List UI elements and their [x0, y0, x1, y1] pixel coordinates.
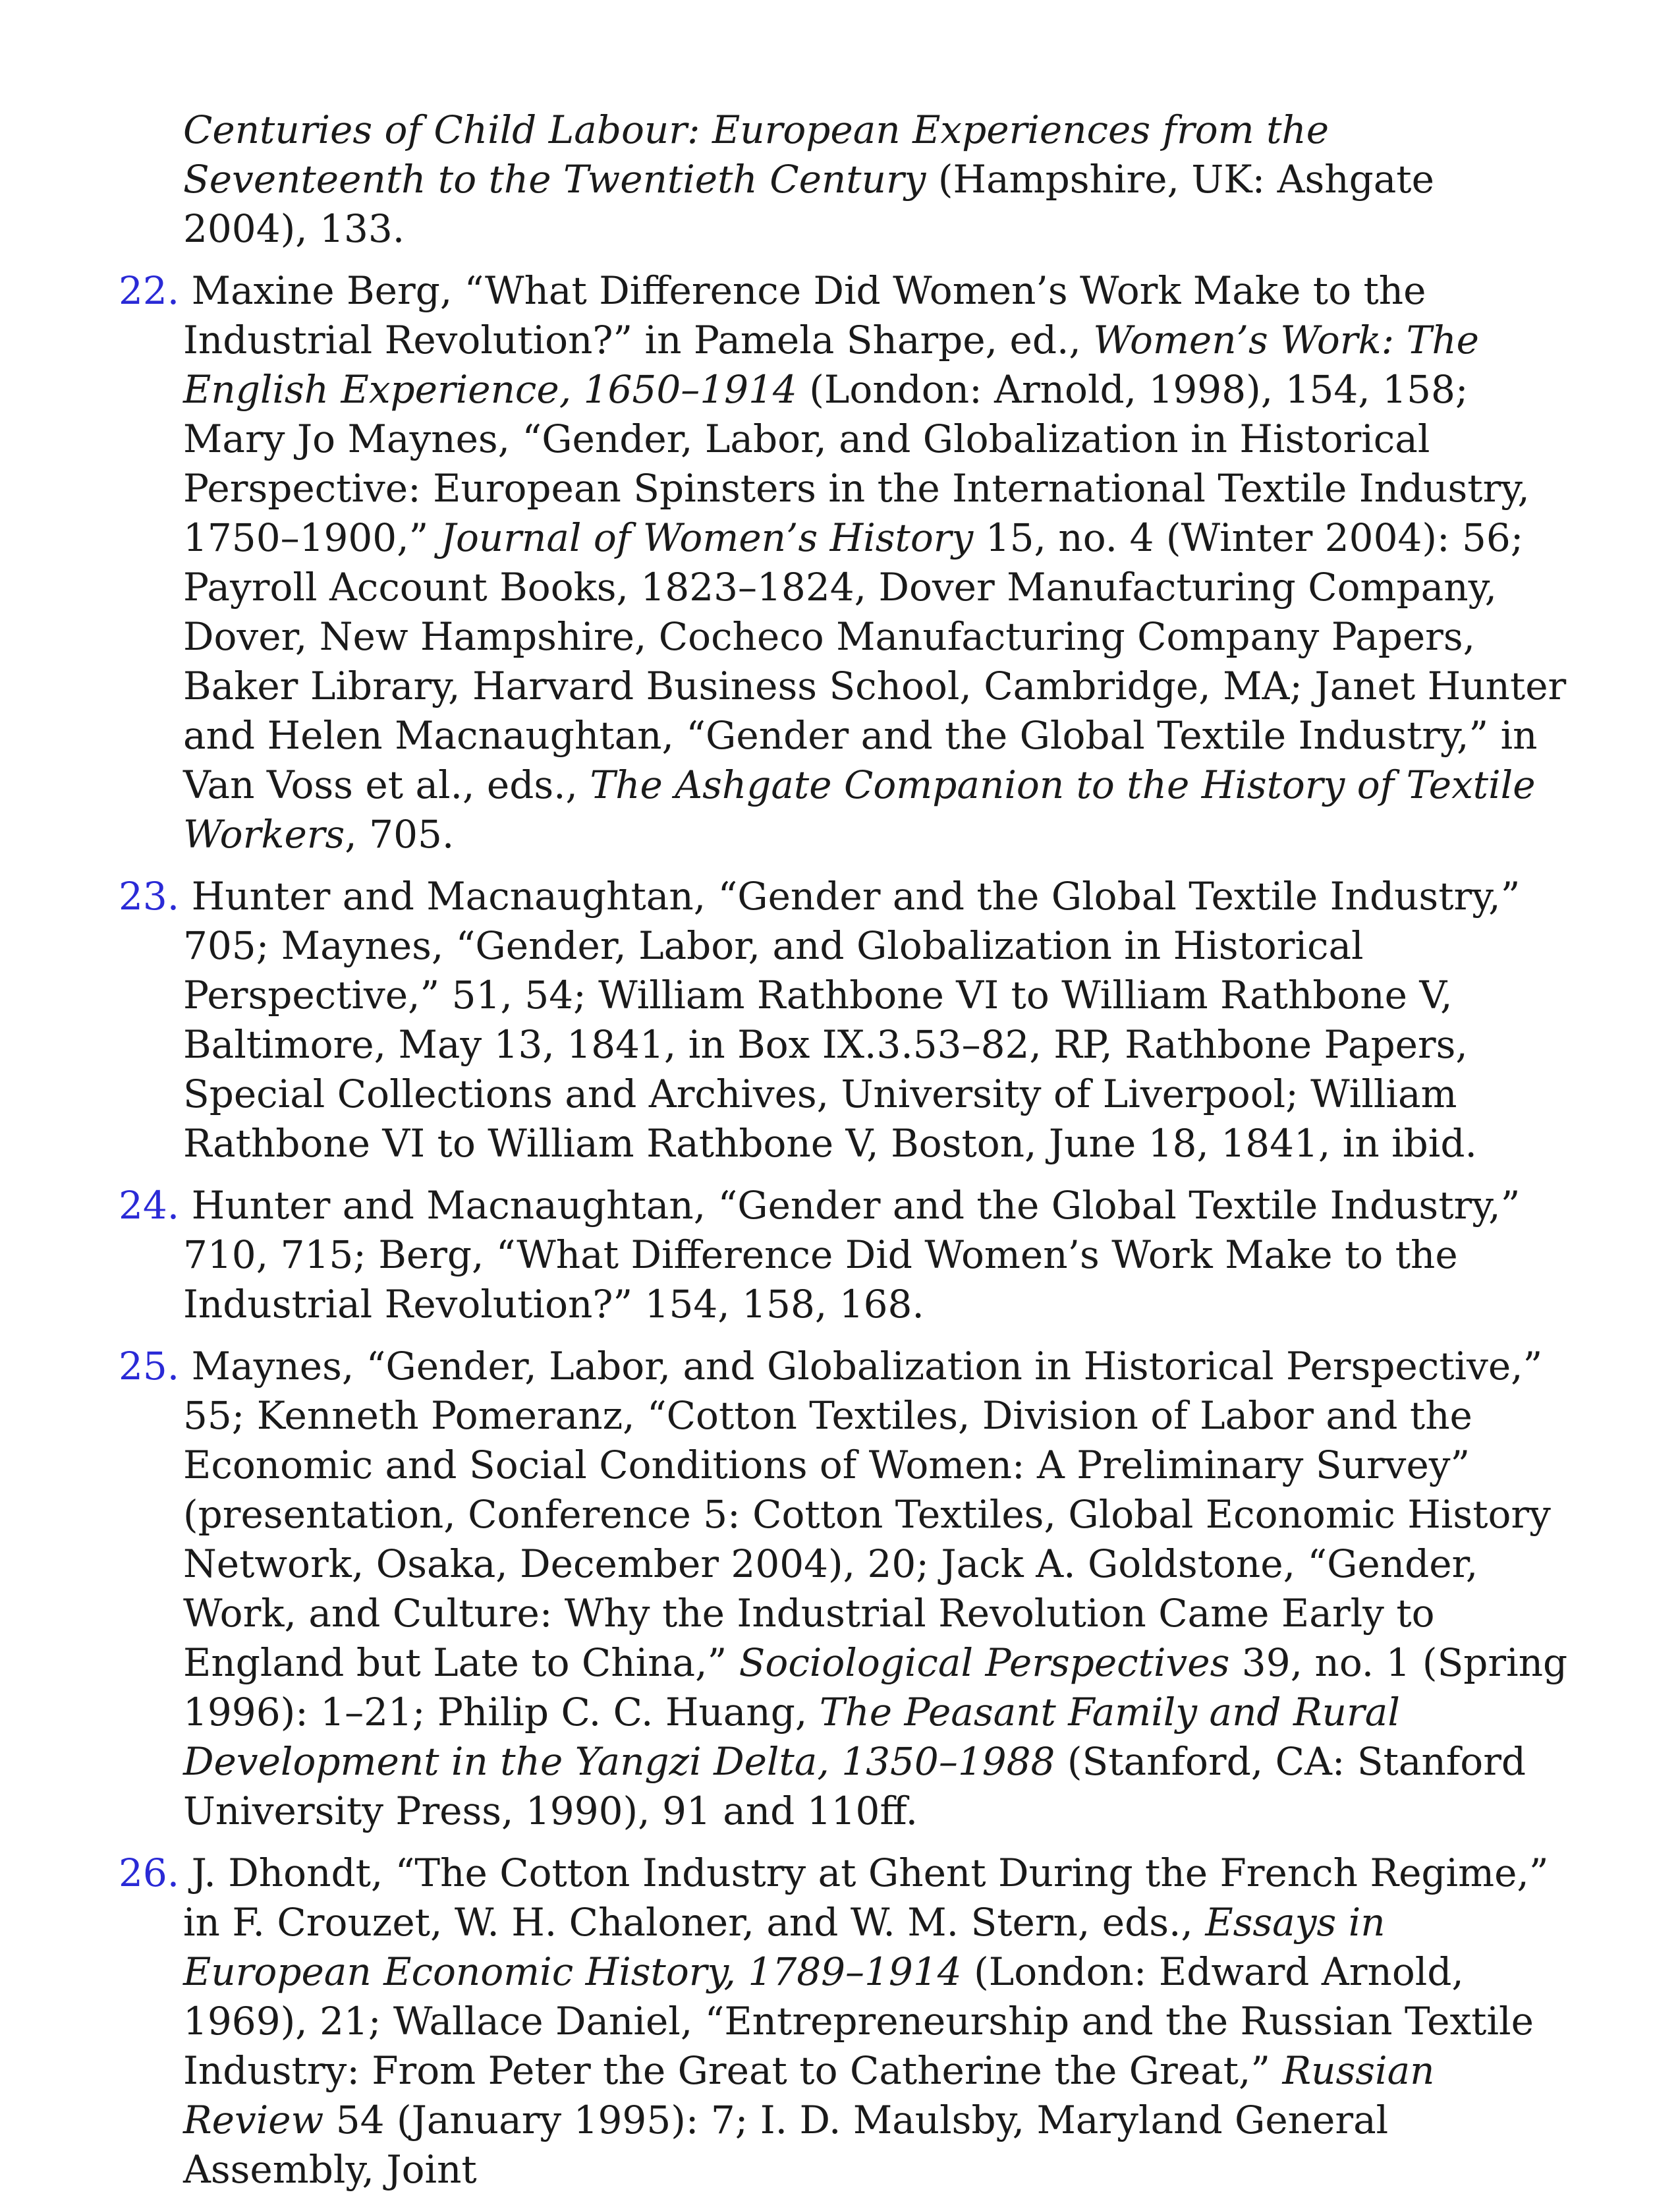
endnote-24	[119, 1181, 1568, 1329]
citation-text: Hunter and Macnaughtan, “Gender and the Global Textile Industry,” 705; Maynes, “Gender, Labor, and Globalization in Historical Perspective,” 51, 54; William Rathbone VI to William Rathbone V, Baltimore, May 13, 1841, in Box IX.3.53–82, RP, Rathbone Papers, Special Collections and Archives, University of Liverpool; William Rathbone VI to William Rathbone V, Boston, June 18, 1841, in ibid.	[179, 874, 1521, 1166]
citation-text: (London: Arnold, 1998), 154, 158; Mary Jo Maynes, “Gender, Labor, and Globalization in Historical Perspective: European Spinsters in the International Textile Industry, 1750–1900,”	[183, 367, 1530, 560]
citation-text: 54 (January 1995): 7; I. D. Maulsby, Maryland General Assembly, Joint	[183, 2098, 1389, 2192]
endnote-number-link[interactable]: 24.	[119, 1183, 180, 1228]
italic-title-text: Russian Review	[183, 2048, 1435, 2142]
italic-title-text: The Ashgate Companion to the History of Textile Workers	[183, 762, 1536, 857]
citation-text: (London: Edward Arnold, 1969), 21; Wallace Daniel, “Entrepreneurship and the Russian Textile Industry: From Peter the Great to Catherine the Great,”	[183, 1949, 1534, 2093]
endnote-23	[119, 872, 1568, 1168]
citation-text: Hunter and Macnaughtan, “Gender and the Global Textile Industry,” 710, 715; Berg, “What Difference Did Women’s Work Make to the Industrial Revolution?” 154, 158, 168.	[179, 1183, 1521, 1327]
endnote-number-link[interactable]: 26.	[119, 1850, 180, 1895]
italic-title-text: The Peasant Family and Rural Development in the Yangzi Delta, 1350–1988	[183, 1690, 1400, 1784]
italic-title-text: Sociological Perspectives	[739, 1640, 1230, 1685]
italic-title-text: Essays in European Economic History, 1789–1914	[183, 1900, 1386, 1994]
citation-text: (Hampshire, UK: Ashgate 2004), 133.	[183, 157, 1434, 251]
italic-title-text: Journal of Women’s History	[440, 515, 974, 560]
endnote-25	[119, 1342, 1568, 1836]
endnote-number-link[interactable]: 23.	[119, 874, 180, 919]
endnote-22	[119, 266, 1568, 859]
citation-text: Maxine Berg, “What Difference Did Women’s Work Make to the Industrial Revolution?” in Pamela Sharpe, ed.,	[179, 268, 1426, 362]
citation-text: J. Dhondt, “The Cotton Industry at Ghent During the French Regime,” in F. Crouzet, W. H. Chaloner, and W. M. Stern, eds.,	[179, 1850, 1549, 1945]
citation-text: (Stanford, CA: Stanford University Press, 1990), 91 and 110ff.	[183, 1739, 1526, 1833]
italic-title-text: Centuries of Child Labour: European Experiences from the Seventeenth to the Twentieth Century	[183, 107, 1330, 202]
citation-text: Maynes, “Gender, Labor, and Globalization in Historical Perspective,” 55; Kenneth Pomeranz, “Cotton Textiles, Division of Labor and the Economic and Social Conditions of Women: A Preliminary Survey” (presentation, Conference 5: Cotton Textiles, Global Economic History Network, Osaka, December 2004), 20; Jack A. Goldstone, “Gender, Work, and Culture: Why the Industrial Revolution Came Early to England but Late to China,”	[179, 1344, 1551, 1685]
endnote-26	[119, 1849, 1568, 2194]
italic-title-text: Women’s Work: The English Experience, 1650–1914	[183, 318, 1480, 412]
citation-text: 15, no. 4 (Winter 2004): 56; Payroll Account Books, 1823–1824, Dover Manufacturing Company, Dover, New Hampshire, Cocheco Manufacturing Company Papers, Baker Library, Harvard Business School, Cambridge, MA; Janet Hunter and Helen Macnaughtan, “Gender and the Global Textile Industry,” in Van Voss et al., eds.,	[183, 515, 1567, 807]
endnote-number-link[interactable]: 25.	[119, 1344, 180, 1389]
citation-text: 39, no. 1 (Spring 1996): 1–21; Philip C. C. Huang,	[183, 1640, 1568, 1734]
citation-text: , 705.	[345, 812, 455, 857]
endnote-number-link[interactable]: 22.	[119, 268, 180, 313]
endnotes-list	[119, 105, 1568, 2207]
endnote-continuation	[119, 105, 1568, 254]
